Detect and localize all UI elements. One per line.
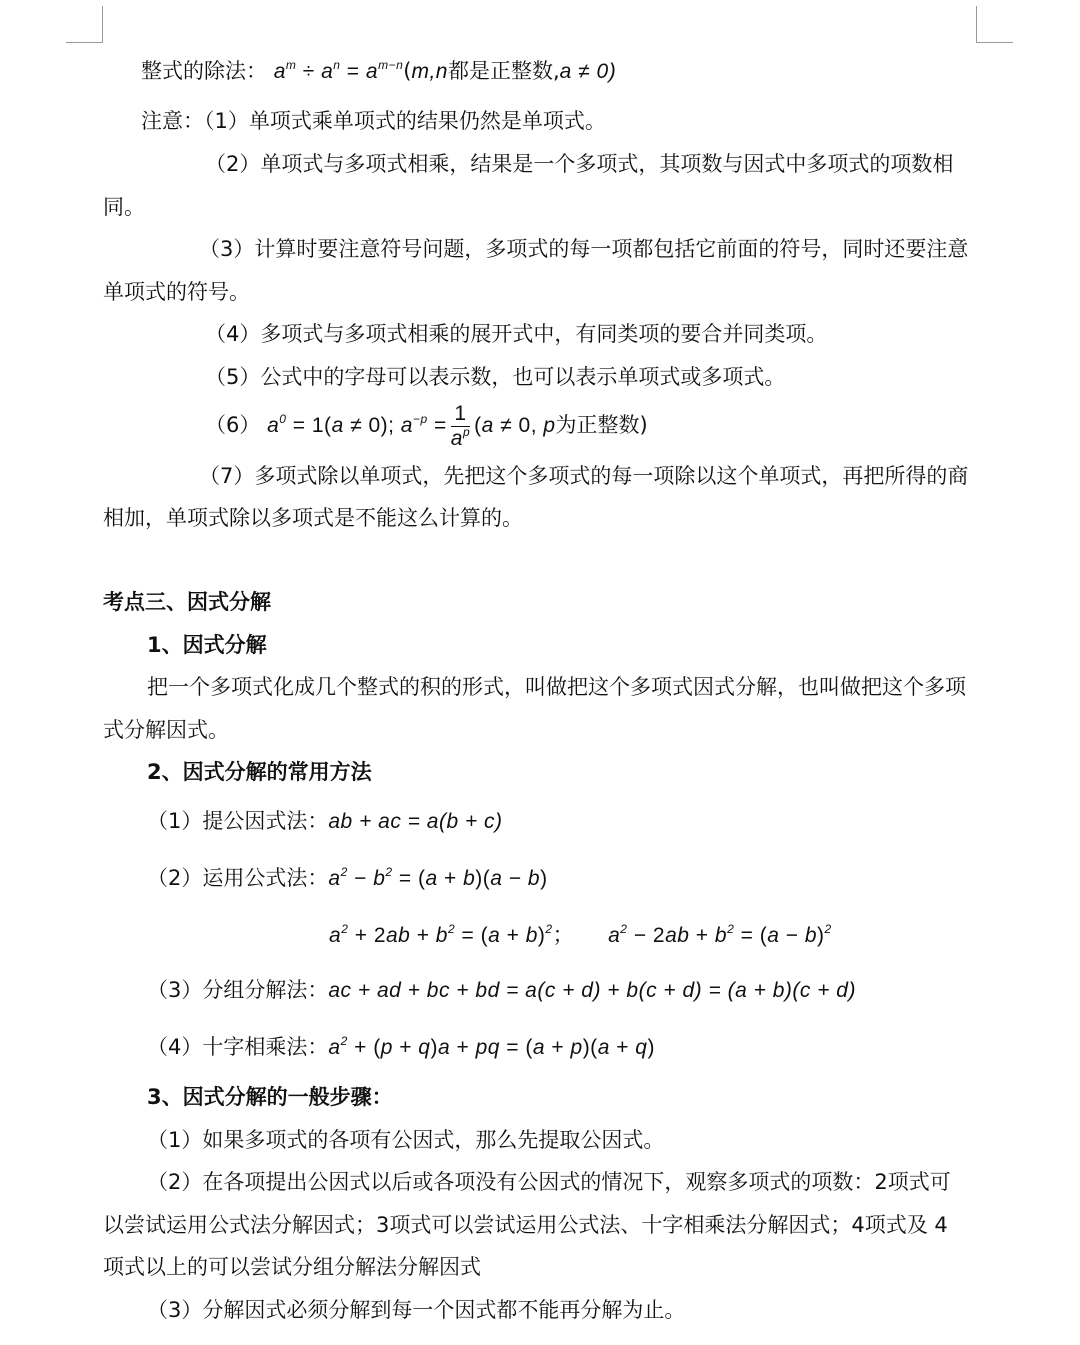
division-rule bbox=[103, 56, 1017, 87]
method-3-formula: ac + ad + bc + bd = a(c + d) + b(c + d) = (a + b)(c + d) bbox=[328, 979, 856, 1002]
step-2-line-2: 以尝试运用公式法分解因式；3项式可以尝试运用公式法、十字相乘法分解因式；4项式及 4 bbox=[103, 1213, 948, 1237]
note-6-cond: 为正整数) bbox=[555, 413, 648, 437]
step-2-line-1: （2）在各项提出公因式以后或各项没有公因式的情况下，观察多项式的项数：2项式可 bbox=[147, 1170, 951, 1194]
method-2 bbox=[103, 863, 1023, 894]
method-4-formula: $a^2 + (p + q)a$ + pq = (a + p)(a + q) bbox=[328, 1034, 655, 1059]
division-label: 整式的除法： bbox=[141, 59, 267, 83]
subheading-2: 2、因式分解的常用方法 bbox=[147, 760, 372, 784]
note-6-formula: $a^0 = 1(a \ne 0)$; $a^{-p}$ = $\frac{1}{a^p}$ (a ≠ 0, p bbox=[267, 401, 556, 450]
method-4 bbox=[103, 1032, 1023, 1063]
definition-line-2: 式分解因式。 bbox=[103, 718, 229, 742]
method-1-label: （1）提公因式法： bbox=[147, 809, 329, 833]
note-5: （5）公式中的字母可以表示数，也可以表示单项式或多项式。 bbox=[205, 365, 786, 389]
division-cond-tail: a ≠ 0) bbox=[559, 60, 617, 83]
note-3-line-1: （3）计算时要注意符号问题，多项式的每一项都包括它前面的符号，同时还要注意 bbox=[199, 237, 969, 261]
division-cond-open: ( bbox=[403, 59, 412, 83]
subheading-1: 1、因式分解 bbox=[147, 633, 267, 657]
notes-label: 注意： bbox=[141, 109, 204, 133]
method-1-formula: ab + ac = a(b + c) bbox=[328, 810, 503, 833]
perfect-square-plus: $a^2 + 2ab + b^2 = (a + b)^2$； bbox=[329, 922, 575, 947]
division-cond-text: 都是正整数, bbox=[447, 59, 560, 83]
corner-mark-top-left bbox=[66, 6, 103, 43]
note-1-text: （1）单项式乘单项式的结果仍然是单项式。 bbox=[204, 109, 606, 133]
note-1 bbox=[103, 106, 1017, 136]
method-2-label: （2）运用公式法： bbox=[147, 866, 329, 890]
note-4: （4）多项式与多项式相乘的展开式中，有同类项的要合并同类项。 bbox=[205, 322, 828, 346]
subheading-3: 3、因式分解的一般步骤： bbox=[147, 1085, 393, 1109]
perfect-square-minus: $a^2 - 2ab + b^2 = (a - b)^2$ bbox=[608, 922, 832, 947]
division-formula: $a^m \div a^n = a^{m-n}$ bbox=[273, 58, 404, 83]
note-7-line-1: （7）多项式除以单项式，先把这个多项式的每一项除以这个单项式，再把所得的商 bbox=[199, 464, 969, 488]
note-7-line-2: 相加，单项式除以多项式是不能这么计算的。 bbox=[103, 506, 523, 530]
method-1 bbox=[103, 806, 1023, 837]
section-title: 考点三、因式分解 bbox=[103, 590, 271, 614]
fraction: $\frac{1}{a^p}$ bbox=[450, 401, 471, 450]
note-2-line-1: （2）单项式与多项式相乘，结果是一个多项式，其项数与因式中多项式的项数相 bbox=[205, 152, 954, 176]
method-3 bbox=[103, 975, 1023, 1006]
step-1: （1）如果多项式的各项有公因式，那么先提取公因式。 bbox=[147, 1128, 665, 1152]
method-3-label: （3）分组分解法： bbox=[147, 978, 329, 1002]
step-3: （3）分解因式必须分解到每一个因式都不能再分解为止。 bbox=[147, 1298, 686, 1322]
division-cond-vars: m,n bbox=[411, 60, 448, 83]
step-2-line-3: 项式以上的可以尝试分组分解法分解因式 bbox=[103, 1255, 481, 1279]
definition-line-1: 把一个多项式化成几个整式的积的形式，叫做把这个多项式因式分解，也叫做把这个多项 bbox=[147, 675, 966, 699]
method-4-label: （4）十字相乘法： bbox=[147, 1035, 329, 1059]
note-3-line-2: 单项式的符号。 bbox=[103, 280, 250, 304]
method-2-formula-2 bbox=[103, 920, 1080, 951]
corner-mark-top-right bbox=[976, 6, 1013, 43]
note-2-line-2: 同。 bbox=[103, 195, 145, 219]
note-6 bbox=[103, 396, 1080, 455]
method-2-formula: $a^2 - b^2 = (a + b)(a - b)$ bbox=[328, 865, 548, 890]
note-6-num: （6） bbox=[205, 413, 261, 437]
